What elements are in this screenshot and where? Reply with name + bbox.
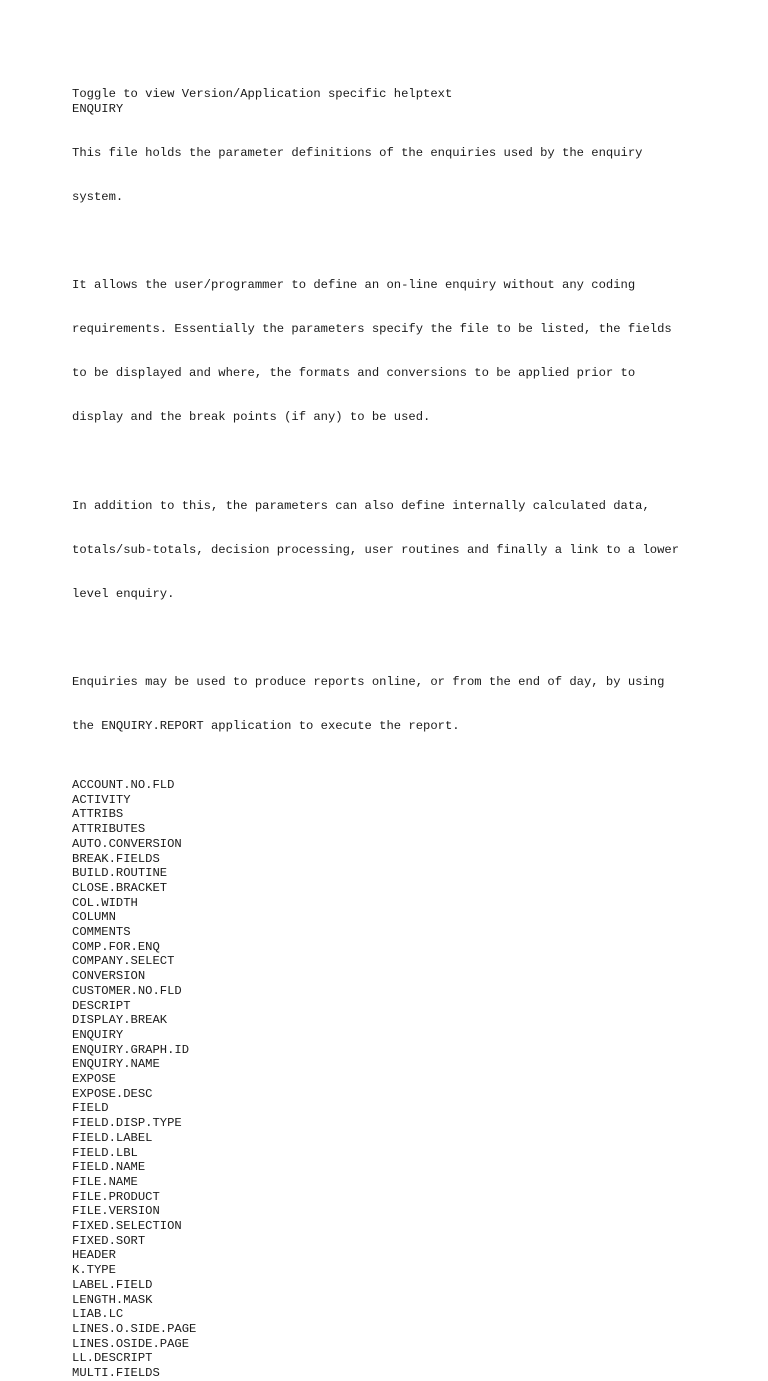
field-link-field-name[interactable]: FIELD.NAME xyxy=(72,1160,146,1175)
field-link-liab-lc[interactable]: LIAB.LC xyxy=(72,1307,124,1322)
field-link-field-label[interactable]: FIELD.LABEL xyxy=(72,1130,153,1145)
field-link-comp-for-enq[interactable]: COMP.FOR.ENQ xyxy=(72,939,160,954)
capabilities-paragraph xyxy=(72,469,732,631)
field-link-file-name[interactable]: FILE.NAME xyxy=(72,1174,138,1189)
paragraph-line: requirements. Essentially the parameters specify the file to be listed, the fields xyxy=(72,322,672,337)
field-link-expose-desc[interactable]: EXPOSE.DESC xyxy=(72,1086,153,1101)
field-link-activity[interactable]: ACTIVITY xyxy=(72,792,131,807)
field-link-auto-conversion[interactable]: AUTO.CONVERSION xyxy=(72,836,182,851)
field-link-close-bracket[interactable]: CLOSE.BRACKET xyxy=(72,880,168,895)
field-link-field[interactable]: FIELD xyxy=(72,1101,109,1116)
paragraph-line: totals/sub-totals, decision processing, user routines and finally a link to a lower xyxy=(72,542,680,557)
definition-paragraph xyxy=(72,249,732,455)
paragraph-line: This file holds the parameter definitions of the enquiries used by the enquiry xyxy=(72,145,643,160)
field-link-enquiry-name[interactable]: ENQUIRY.NAME xyxy=(72,1057,160,1072)
field-link-fixed-sort[interactable]: FIXED.SORT xyxy=(72,1233,146,1248)
field-link-file-product[interactable]: FILE.PRODUCT xyxy=(72,1189,160,1204)
document-title: ENQUIRY xyxy=(72,101,124,116)
field-link-label-field[interactable]: LABEL.FIELD xyxy=(72,1277,153,1292)
field-link-account-no-fld[interactable]: ACCOUNT.NO.FLD xyxy=(72,777,175,792)
field-link-break-fields[interactable]: BREAK.FIELDS xyxy=(72,851,160,866)
field-link-enquiry[interactable]: ENQUIRY xyxy=(72,1027,124,1042)
paragraph-line: the ENQUIRY.REPORT application to execute the report. xyxy=(72,719,460,734)
field-link-column[interactable]: COLUMN xyxy=(72,910,116,925)
field-link-descript[interactable]: DESCRIPT xyxy=(72,998,131,1013)
field-link-length-mask[interactable]: LENGTH.MASK xyxy=(72,1292,153,1307)
paragraph-line: Enquiries may be used to produce reports online, or from the end of day, by using xyxy=(72,675,665,690)
field-link-build-routine[interactable]: BUILD.ROUTINE xyxy=(72,866,168,881)
field-link-multi-fields[interactable]: MULTI.FIELDS xyxy=(72,1366,160,1381)
field-link-expose[interactable]: EXPOSE xyxy=(72,1072,116,1087)
paragraph-line: to be displayed and where, the formats and conversions to be applied prior to xyxy=(72,366,636,381)
field-link-ll-descript[interactable]: LL.DESCRIPT xyxy=(72,1351,153,1366)
field-link-header[interactable]: HEADER xyxy=(72,1248,116,1263)
field-link-attribs[interactable]: ATTRIBS xyxy=(72,807,124,822)
field-link-attributes[interactable]: ATTRIBUTES xyxy=(72,822,146,837)
field-link-lines-o-side-page[interactable]: LINES.O.SIDE.PAGE xyxy=(72,1322,197,1336)
paragraph-line: level enquiry. xyxy=(72,586,175,601)
field-link-fixed-selection[interactable]: FIXED.SELECTION xyxy=(72,1219,182,1234)
field-link-k-type[interactable]: K.TYPE xyxy=(72,1263,116,1278)
field-link-conversion[interactable]: CONVERSION xyxy=(72,969,146,984)
paragraph-line: display and the break points (if any) to be used. xyxy=(72,410,431,425)
intro-paragraph xyxy=(72,116,732,234)
paragraph-line: It allows the user/programmer to define an on-line enquiry without any coding xyxy=(72,278,636,293)
field-link-lines-oside-page[interactable]: LINES.OSIDE.PAGE xyxy=(72,1336,190,1351)
field-link-field-lbl[interactable]: FIELD.LBL xyxy=(72,1145,138,1160)
field-link-field-disp-type[interactable]: FIELD.DISP.TYPE xyxy=(72,1116,182,1131)
reports-paragraph xyxy=(72,646,732,764)
paragraph-line: system. xyxy=(72,189,124,204)
field-link-customer-no-fld[interactable]: CUSTOMER.NO.FLD xyxy=(72,983,182,998)
field-link-file-version[interactable]: FILE.VERSION xyxy=(72,1204,160,1219)
help-document xyxy=(72,87,732,1381)
field-link-company-select[interactable]: COMPANY.SELECT xyxy=(72,954,175,969)
field-link-col-width[interactable]: COL.WIDTH xyxy=(72,895,138,910)
field-link-display-break[interactable]: DISPLAY.BREAK xyxy=(72,1013,168,1028)
paragraph-line: In addition to this, the parameters can also define internally calculated data, xyxy=(72,498,650,513)
version-toggle-link[interactable]: Toggle to view Version/Application specific helptext xyxy=(72,87,453,101)
field-name-list xyxy=(72,778,732,1381)
field-link-enquiry-graph-id[interactable]: ENQUIRY.GRAPH.ID xyxy=(72,1042,190,1057)
field-link-comments[interactable]: COMMENTS xyxy=(72,925,131,940)
